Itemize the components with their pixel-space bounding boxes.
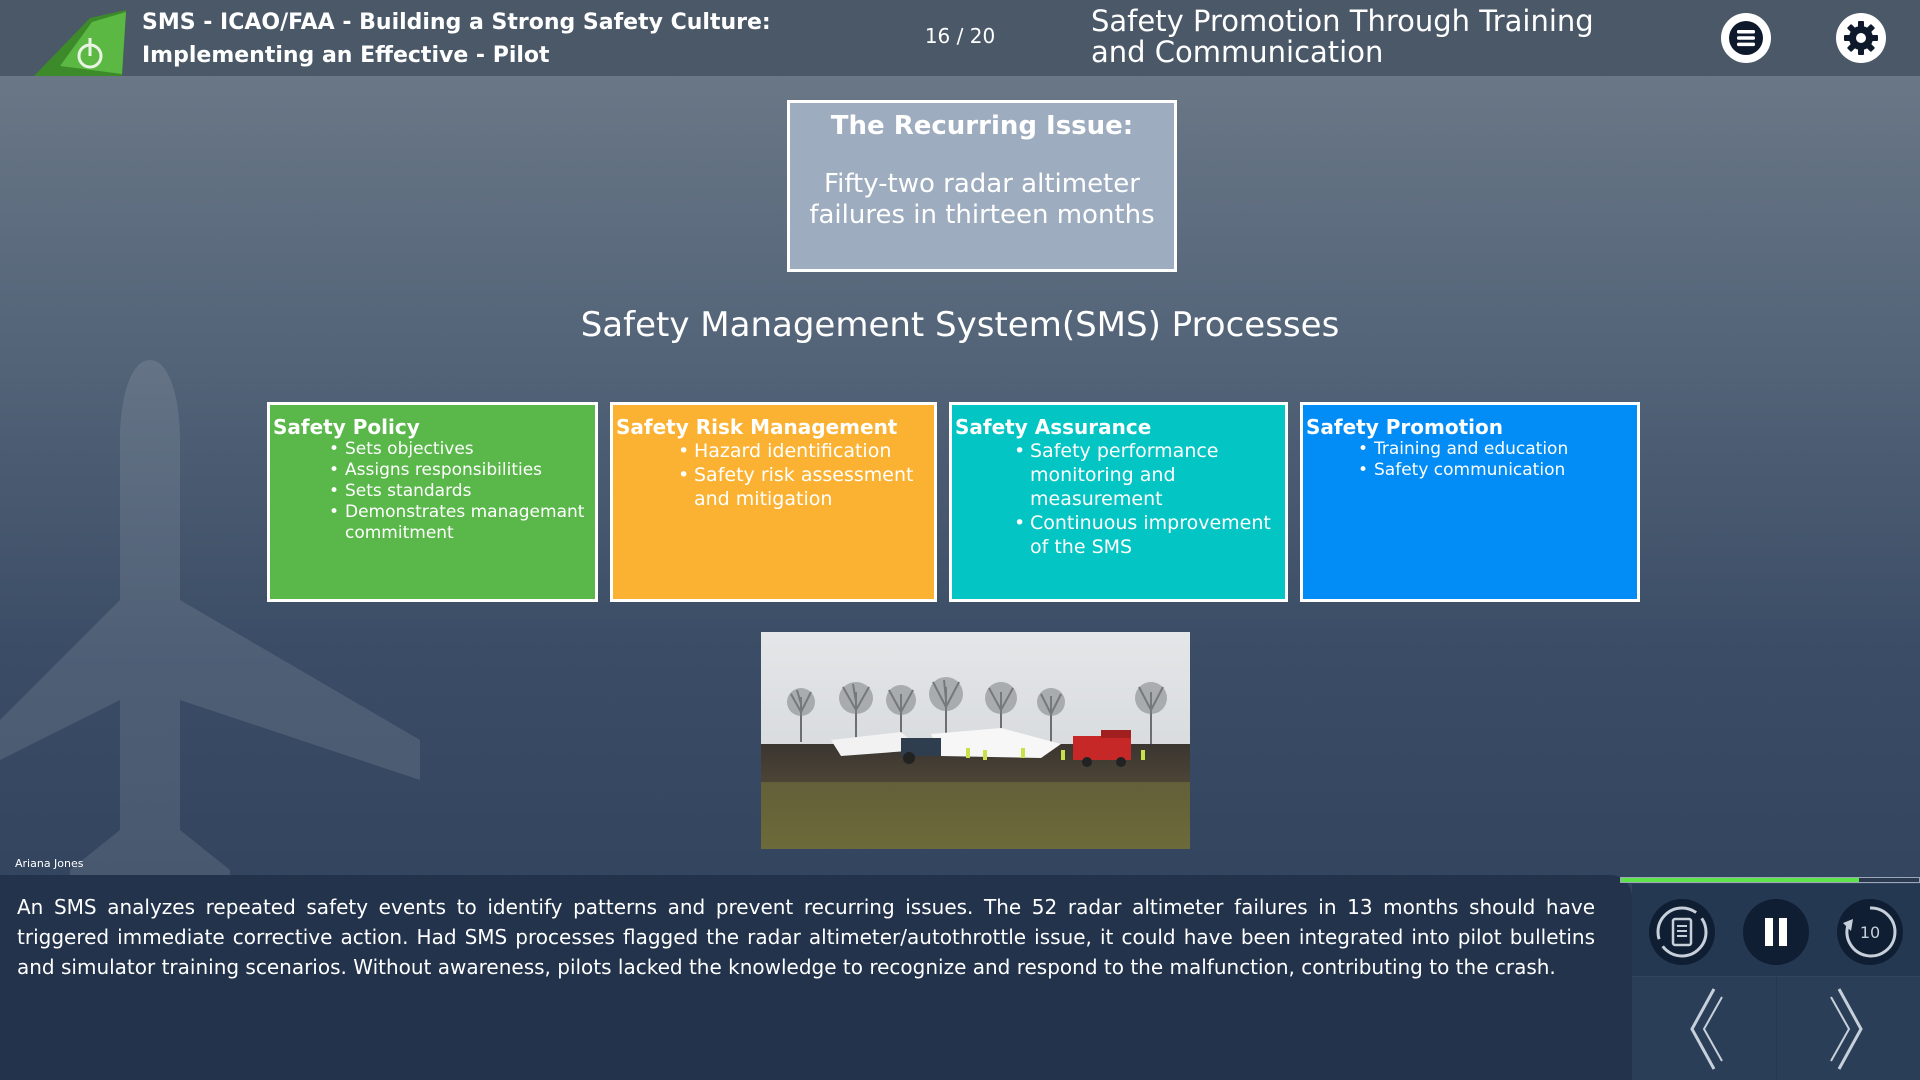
process-card-list: [1014, 439, 1279, 559]
chevron-right-icon: [1829, 987, 1869, 1071]
top-bar: [0, 0, 1920, 76]
menu-icon: [1728, 20, 1764, 56]
list-item: • Safety communication: [1358, 460, 1631, 481]
process-card-title: Safety Assurance: [955, 415, 1152, 439]
list-item: • Safety performance monitoring and measurement: [1014, 439, 1279, 511]
replay-10-button[interactable]: [1837, 899, 1903, 965]
replay-10-icon: [1839, 901, 1901, 963]
slide-progress-bar[interactable]: [1620, 877, 1920, 883]
process-card-title: Safety Policy: [273, 415, 420, 439]
presenter-name: Ariana Jones: [15, 857, 84, 870]
process-card-title: Safety Promotion: [1306, 415, 1503, 439]
course-title-line-2: Implementing an Effective - Pilot: [142, 43, 550, 68]
chevron-left-icon: [1684, 987, 1724, 1071]
process-card-safety-policy: [267, 402, 598, 602]
slide-progress-fill: [1621, 878, 1859, 882]
crash-scene-photo: [761, 632, 1190, 849]
course-title-line-1: SMS - ICAO/FAA - Building a Strong Safety Culture:: [142, 10, 771, 35]
process-card-safety-promotion: [1300, 402, 1640, 602]
sms-processes-heading: Safety Management System(SMS) Processes: [580, 305, 1340, 345]
next-slide-button[interactable]: [1777, 977, 1920, 1080]
list-item: • Sets objectives: [329, 439, 589, 460]
recurring-issue-title: The Recurring Issue:: [830, 111, 1134, 141]
slide-title: Safety Promotion Through Training and Communication: [1091, 4, 1594, 69]
list-item: • Safety risk assessment and mitigation: [678, 463, 928, 511]
course-title: [142, 6, 902, 72]
replay-10-label: 10: [1859, 923, 1881, 942]
list-item: • Assigns responsibilities: [329, 460, 589, 481]
list-item: • Sets standards: [329, 481, 589, 502]
narration-caption-panel: [0, 875, 1632, 1080]
transcript-button[interactable]: [1649, 899, 1715, 965]
process-card-list: [329, 439, 589, 544]
process-card-safety-risk-management: [610, 402, 937, 602]
process-card-safety-assurance: [949, 402, 1288, 602]
player-controls: [1632, 884, 1920, 1080]
menu-button[interactable]: [1721, 13, 1771, 63]
list-item: • Demonstrates managemant commitment: [329, 502, 589, 544]
transcript-icon: [1652, 902, 1712, 962]
list-item: • Continuous improvement of the SMS: [1014, 511, 1279, 559]
narration-caption-text: An SMS analyzes repeated safety events to identify patterns and prevent recurring issues. The 52 radar altimeter failures in 13 months should have triggered immediate corrective action. Had SMS processes flagged the radar altimeter/autothrottle issue, it could have been integrated into pilot bulletins and simulator training scenarios. Without awareness, pilots lacked the knowledge to recognize and respond to the malfunction, contributing to the crash.: [17, 895, 1595, 979]
settings-button[interactable]: [1836, 13, 1886, 63]
course-logo-icon: [30, 8, 126, 76]
gear-icon: [1841, 18, 1881, 58]
pause-icon: [1756, 912, 1796, 952]
process-card-title: Safety Risk Management: [616, 415, 898, 439]
process-card-list: [678, 439, 928, 511]
recurring-issue-text: Fifty-two radar altimeter failures in thirteen months: [809, 169, 1155, 230]
list-item: • Hazard identification: [678, 439, 928, 463]
pause-button[interactable]: [1743, 899, 1809, 965]
list-item: • Training and education: [1358, 439, 1631, 460]
process-card-list: [1358, 439, 1631, 481]
previous-slide-button[interactable]: [1632, 977, 1776, 1080]
recurring-issue-box: [787, 100, 1177, 272]
page-counter: 16 / 20: [924, 24, 996, 48]
